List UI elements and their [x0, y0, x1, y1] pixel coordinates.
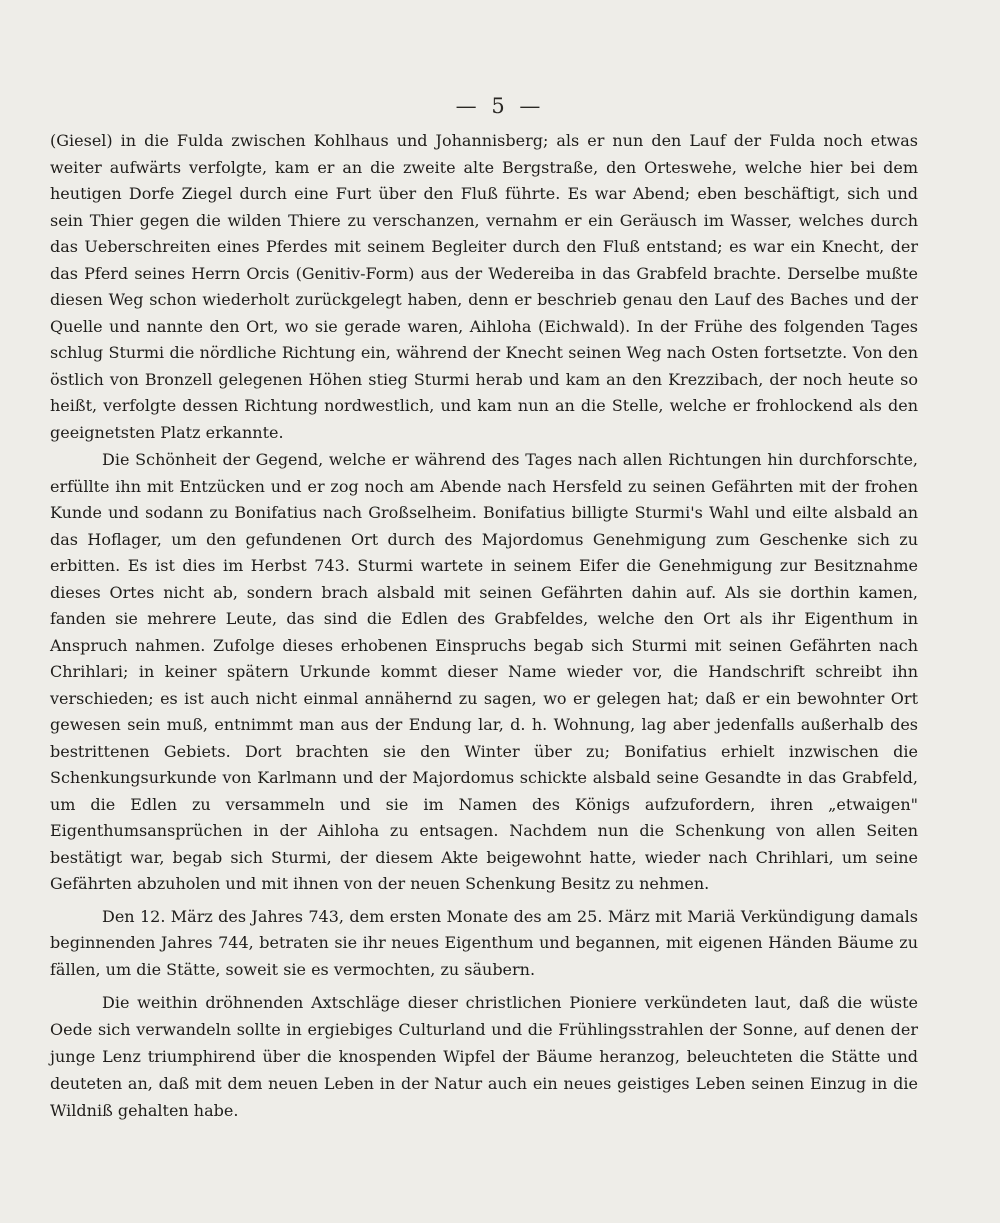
page-number: — 5 —: [455, 94, 545, 118]
paragraph-4: Die weithin dröhnenden Axtschläge dieser christlichen Pioniere verkündeten laut, daß die wüste Oede sich verwandeln sollte in ergiebiges Culturland und die Frühlingsstrahlen der Sonne, auf denen der junge Lenz triumphirend über die knospenden Wipfel der Bäume heranzog, beleuchteten die Stätte und deuteten an, daß mit dem neuen Leben in der Natur auch ein neues geistiges Leben seinen Einzug in die Wildniß gehalten habe.: [50, 993, 918, 1120]
paragraph-1: (Giesel) in die Fulda zwischen Kohlhaus und Johannisberg; als er nun den Lauf der Fulda noch etwas weiter aufwärts verfolgte, kam er an die zweite alte Bergstraße, den Orteswehe, welche hier bei dem heutigen Dorfe Ziegel durch eine Furt über den Fluß führte. Es war Abend; eben beschäftigt, sich und sein Thier gegen die wilden Thiere zu verschanzen, vernahm er ein Geräusch im Wasser, welches durch das Ueberschreiten eines Pferdes mit seinem Begleiter durch den Fluß entstand; es war ein Knecht, der das Pferd seines Herrn Orcis (Genitiv-Form) aus der Wedereiba in das Grabfeld brachte. Derselbe mußte diesen Weg schon wiederholt zurückgelegt haben, denn er beschrieb genau den Lauf des Baches und der Quelle und nannte den Ort, wo sie gerade waren, Aihloha (Eichwald). In der Frühe des folgenden Tages schlug Sturmi die nördliche Richtung ein, während der Knecht seinen Weg nach Osten fortsetzte. Von den östlich von Bronzell gelegenen Höhen stieg Sturmi herab und kam an den Krezzibach, der noch heute so heißt, verfolgte dessen Richtung nordwestlich, und kam nun an die Stelle, welche er frohlockend als den geeignetsten Platz erkannte.: [50, 131, 918, 442]
paragraph-2: Die Schönheit der Gegend, welche er während des Tages nach allen Richtungen hin durchforschte, erfüllte ihn mit Entzücken und er zog noch am Abende nach Hersfeld zu seinen Gefährten mit der frohen Kunde und sodann zu Bonifatius nach Großselheim. Bonifatius billigte Sturmi's Wahl und eilte alsbald an das Hoflager, um den gefundenen Ort durch des Majordomus Genehmigung zum Geschenke sich zu erbitten. Es ist dies im Herbst 743. Sturmi wartete in seinem Eifer die Genehmigung zur Besitznahme dieses Ortes nicht ab, sondern brach alsbald mit seinen Gefährten dahin auf. Als sie dorthin kamen, fanden sie mehrere Leute, das sind die Edlen des Grabfeldes, welche den Ort als ihr Eigenthum in Anspruch nahmen. Zufolge dieses erhobenen Einspruchs begab sich Sturmi mit seinen Gefährten nach Chrihlari; in keiner spätern Urkunde kommt dieser Name wieder vor, die Handschrift schreibt ihn verschieden; es ist auch nicht einmal annähernd zu sagen, wo er gelegen hat; daß er ein bewohnter Ort gewesen sein muß, entnimmt man aus der Endung lar, d. h. Wohnung, lag aber jedenfalls außerhalb des bestrittenen Gebiets. Dort brachten sie den Winter über zu; Bonifatius erhielt inzwischen die Schenkungsurkunde von Karlmann und der Majordomus schickte alsbald seine Gesandte in das Grabfeld, um die Edlen zu versammeln und sie im Namen des Königs aufzufordern, ihren „etwaigen" Eigenthumsansprüchen in der Aihloha zu entsagen. Nachdem nun die Schenkung von allen Seiten bestätigt war, begab sich Sturmi, der diesem Akte beigewohnt hatte, wieder nach Chrihlari, um seine Gefährten abzuholen und mit ihnen von der neuen Schenkung Besitz zu nehmen.: [50, 450, 918, 893]
paragraph-3: Den 12. März des Jahres 743, dem ersten Monate des am 25. März mit Mariä Verkündigung damals beginnenden Jahres 744, betraten sie ihr neues Eigenthum und begannen, mit eigenen Händen Bäume zu fällen, um die Stätte, soweit sie es vermochten, zu säubern.: [50, 906, 918, 979]
page-body: [50, 128, 918, 1124]
